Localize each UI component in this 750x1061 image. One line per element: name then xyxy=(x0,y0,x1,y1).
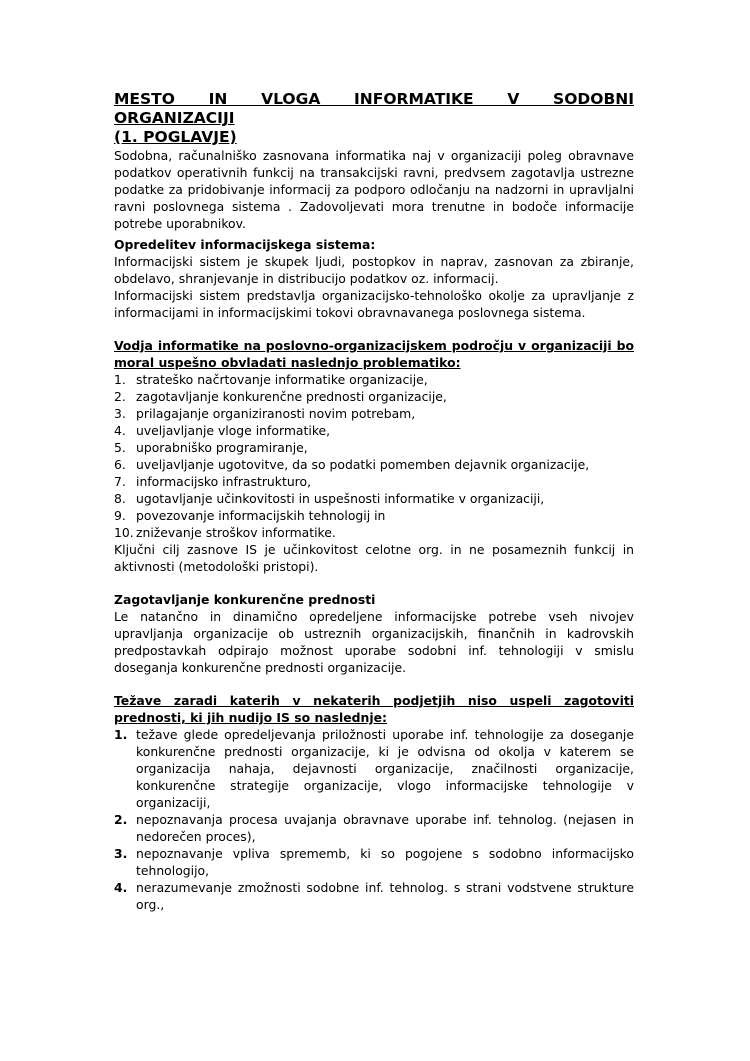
intro-paragraph: Sodobna, računalniško zasnovana informatika naj v organizaciji poleg obravnave podatkov operativnih funkcij na transakcijski ravni, predvsem zagotavlja ustrezne podatke za pridobivanje informacij za podporo odločanju na nadzorni in upravljalni ravni poslovnega sistema . Zadovoljevati mora trenutne in bodoče informacije potrebe uporabnikov. xyxy=(114,148,634,231)
list-item xyxy=(114,456,634,473)
list-item-text: nerazumevanje zmožnosti sodobne inf. tehnolog. s strani vodstvene strukture org., xyxy=(136,880,634,912)
list-item xyxy=(114,524,634,541)
list-item-text: nepoznavanja procesa uvajanja obravnave uporabe inf. tehnolog. (nejasen in nedorečen proces), xyxy=(136,812,634,844)
is-definition-paragraph-2: Informacijski sistem predstavlja organizacijsko-tehnološko okolje za upravljanje z informacijami in informacijskimi tokovi obravnavanega poslovnega sistema. xyxy=(114,288,634,320)
list-item xyxy=(114,490,634,507)
list-item xyxy=(114,879,634,913)
list-item-number: 2. xyxy=(114,389,126,404)
list-item-text: zagotavljanje konkurenčne prednosti organizacije, xyxy=(136,389,447,404)
it-leader-list xyxy=(114,371,634,541)
list-item-text: uporabniško programiranje, xyxy=(136,440,308,455)
list-item xyxy=(114,507,634,524)
section-heading-is-definition: Opredelitev informacijskega sistema: xyxy=(114,237,376,252)
list-item-text: zniževanje stroškov informatike. xyxy=(136,525,336,540)
list-item-text: uveljavljanje vloge informatike, xyxy=(136,423,331,438)
list-item-text: nepoznavanje vpliva sprememb, ki so pogojene s sodobno informacijsko tehnologijo, xyxy=(136,846,634,878)
list-item-text: informacijsko infrastrukturo, xyxy=(136,474,312,489)
list-item-text: uveljavljanje ugotovitve, da so podatki pomemben dejavnik organizacije, xyxy=(136,457,590,472)
key-goal-paragraph: Ključni cilj zasnove IS je učinkovitost celotne org. in ne posameznih funkcij in aktivnosti (metodološki pristopi). xyxy=(114,542,634,574)
list-item xyxy=(114,439,634,456)
list-item xyxy=(114,422,634,439)
list-item-number: 2. xyxy=(114,812,128,827)
competitive-advantage-paragraph: Le natančno in dinamično opredeljene informacijske potrebe vseh nivojev upravljanja organizacije ob ustreznih organizacijskih, finančnih in kadrovskih predpostavkah odpirajo možnost uporabe sodobni inf. tehnologiji v smislu doseganja konkurenčne prednosti organizacije. xyxy=(114,609,634,675)
list-item-text: povezovanje informacijskih tehnologij in xyxy=(136,508,386,523)
difficulties-list xyxy=(114,726,634,913)
list-item xyxy=(114,473,634,490)
list-item-number: 7. xyxy=(114,474,126,489)
list-item-text: težave glede opredeljevanja priložnosti uporabe inf. tehnologije za doseganje konkurenčne prednosti organizacije, ki je odvisna od okolja v katerem se organizacija nahaja, dejavnosti organizacije, značilnosti organizacije, konkurenčne strategije organizacije, vlogo informacijske tehnologije v organizaciji, xyxy=(136,727,634,810)
list-item xyxy=(114,726,634,811)
list-item xyxy=(114,388,634,405)
list-item-number: 6. xyxy=(114,457,126,472)
list-item-number: 3. xyxy=(114,846,128,861)
list-item xyxy=(114,811,634,845)
document-body xyxy=(114,90,634,913)
list-item-number: 8. xyxy=(114,491,126,506)
list-item xyxy=(114,371,634,388)
list-item-number: 10. xyxy=(114,525,134,540)
title-line-1: MESTO IN VLOGA INFORMATIKE V SODOBNI xyxy=(114,90,634,108)
list-item xyxy=(114,845,634,879)
list-item-number: 4. xyxy=(114,880,128,895)
list-item-number: 5. xyxy=(114,440,126,455)
list-item xyxy=(114,405,634,422)
list-item-text: strateško načrtovanje informatike organizacije, xyxy=(136,372,428,387)
list-item-number: 4. xyxy=(114,423,126,438)
list-item-text: prilagajanje organiziranosti novim potrebam, xyxy=(136,406,416,421)
is-definition-paragraph-1: Informacijski sistem je skupek ljudi, postopkov in naprav, zasnovan za zbiranje, obdelavo, shranjevanje in distribucijo podatkov oz. informacij. xyxy=(114,254,634,286)
title-line-3: (1. POGLAVJE) xyxy=(114,128,237,146)
section-heading-competitive-advantage: Zagotavljanje konkurenčne prednosti xyxy=(114,592,376,607)
list-item-text: ugotavljanje učinkovitosti in uspešnosti informatike v organizaciji, xyxy=(136,491,545,506)
page-title xyxy=(114,90,634,147)
list-item-number: 9. xyxy=(114,508,126,523)
list-item-number: 1. xyxy=(114,727,128,742)
title-line-2: ORGANIZACIJI xyxy=(114,109,235,127)
list-item-number: 3. xyxy=(114,406,126,421)
section-heading-it-leader: Vodja informatike na poslovno-organizacijskem področju v organizaciji bo moral uspešno obvladati naslednjo problematiko: xyxy=(114,338,634,370)
section-heading-difficulties: Težave zaradi katerih v nekaterih podjetjih niso uspeli zagotoviti prednosti, ki jih nudijo IS so naslednje: xyxy=(114,693,634,725)
list-item-number: 1. xyxy=(114,372,126,387)
